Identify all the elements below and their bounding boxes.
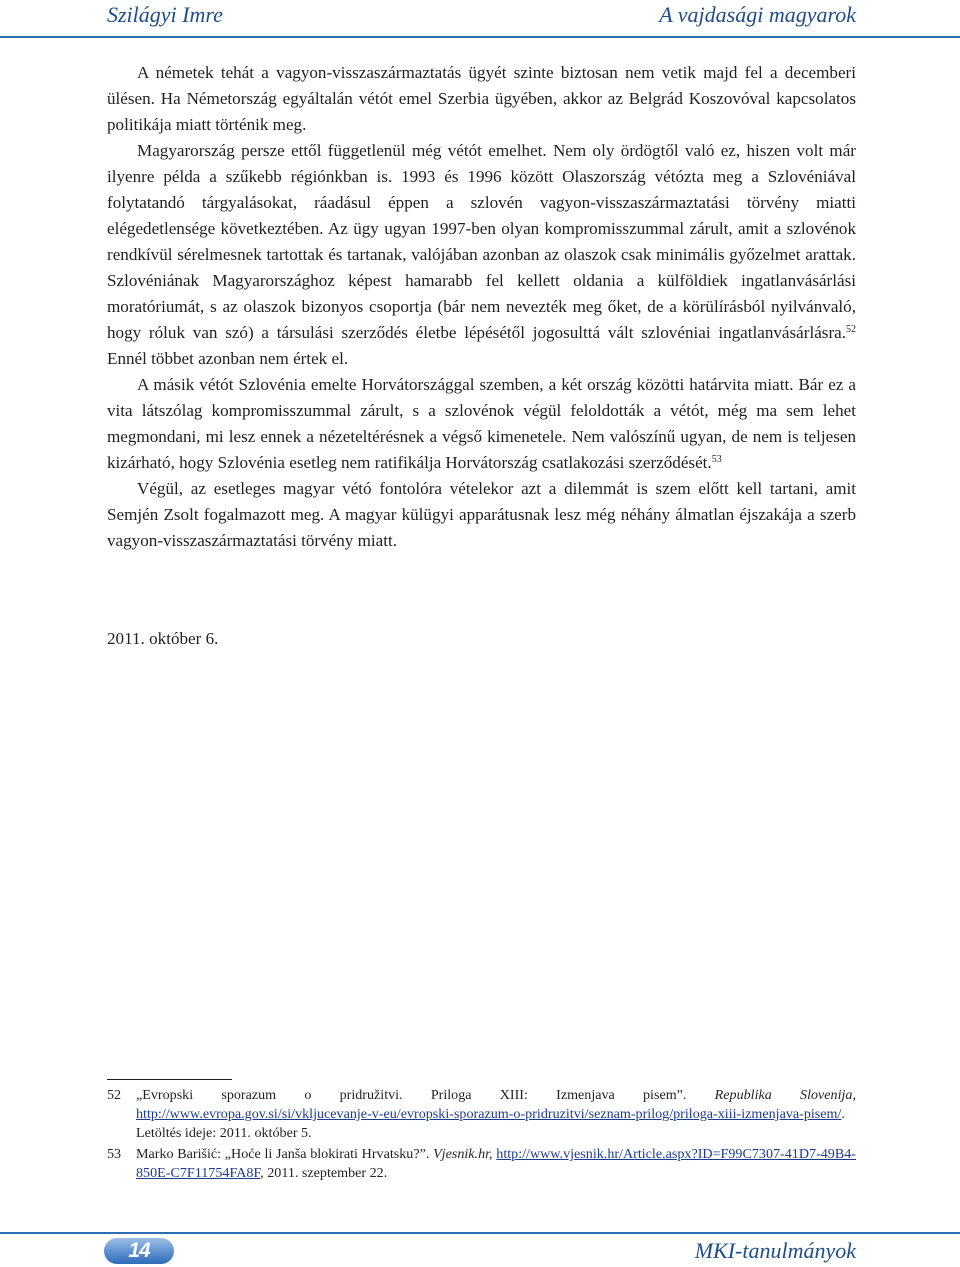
date-line: 2011. október 6. [107, 629, 219, 648]
footnote-number: 53 [107, 1146, 122, 1162]
paragraph-2-tail: Ennél többet azonban nem értek el. [107, 349, 349, 368]
footnotes [107, 1086, 856, 1185]
footnote-citation: „Evropski sporazum o pridružitvi. Priloga XIII: Izmenjava pisem”. [136, 1087, 715, 1103]
body-text [107, 60, 856, 554]
footnote-text [136, 1145, 856, 1183]
footnote-ref-53[interactable]: 53 [711, 454, 722, 465]
header-author: Szilágyi Imre [107, 2, 223, 27]
footnote-retrieval: . Letöltés ideje: 2011. október 5. [136, 1106, 845, 1141]
page-number: 14 [128, 1239, 150, 1262]
paragraph-3-text: A másik vétót Szlovénia emelte Horvátországgal szemben, a két ország közötti határvita miatt. Bár ez a vita látszólag kompromisszummal zárult, s a szlovénok végül feloldották a vétót, még ma sem lehet megmondani, mi lesz ennek a nézeteltérésnek a végső kimenetele. Nem valószínű ugyan, de nem is teljesen kizárható, hogy Szlovénia esetleg nem ratifikálja Horvátország csatlakozási szerződését. [107, 375, 856, 472]
footnote-citation: Marko Barišić: „Hoće li Janša blokirati Hrvatsku?”. [136, 1146, 434, 1162]
paragraph-1: A németek tehát a vagyon-visszaszármaztatás ügyét szinte biztosan nem vetik majd fel a decemberi ülésen. Ha Németország egyáltalán vétót emel Szerbia ügyében, akkor az Belgrád Koszovóval kapcsolatos politikája miatt történik meg. [107, 63, 856, 134]
paragraph-2-text: Magyarország persze ettől függetlenül még vétót emelhet. Nem oly ördögtől való ez, hiszen volt már ilyenre példa a szűkebb régiónkban is. 1993 és 1996 között Olaszország vétózta meg a Szlovéniával folytatandó tárgyalásokat, ráadásul éppen a szlovén vagyon-visszaszármaztatási törvény miatti elégedetlensége következtében. Az ügy ugyan 1997-ben olyan kompromisszummal zárult, amit a szlovénok rendkívül sérelmesnek tartottak és tartanak, valójában azonban az olaszok csak minimális győzelmet arattak. Szlovéniának Magyarországhoz képest hamarabb fel kellett oldania a külföldiek ingatlanvásárlási moratóriumát, s az olaszok bizonyos csoportja (bár nem nevezték meg őket, de a körülírásból nyilvánvaló, hogy róluk van szó) a társulási szerződés életbe lépésétől jogosulttá vált szlovéniai ingatlanvásárlásra. [107, 141, 856, 342]
footnote-text [136, 1086, 856, 1143]
footnote-source: Republika Slovenija, [714, 1087, 856, 1103]
footnote-52 [107, 1086, 856, 1143]
paragraph-2 [107, 138, 856, 372]
paragraph-4: Végül, az esetleges magyar vétó fontolóra vételekor azt a dilemmát is szem előtt kell tartani, amit Semjén Zsolt fogalmazott meg. A magyar külügyi apparátusnak lesz még néhány álmatlan éjszakája a szerb vagyon-visszaszármaztatási törvény miatt. [107, 479, 856, 550]
footnote-number: 52 [107, 1087, 122, 1103]
header-rule [0, 36, 960, 38]
publisher-name: MKI-tanulmányok [694, 1238, 856, 1263]
footer-rule [0, 1232, 960, 1234]
footnote-link[interactable]: http://www.evropa.gov.si/si/vkljucevanje-v-eu/evropski-sporazum-o-pridruzitvi/seznam-prilog/priloga-xiii-izmenjava-pisem/ [136, 1106, 842, 1122]
footnote-source: Vjesnik.hr, [433, 1146, 493, 1162]
running-header [107, 0, 856, 30]
footnote-ref-52[interactable]: 52 [846, 324, 856, 335]
footnote-53 [107, 1145, 856, 1183]
page-number-badge [104, 1238, 174, 1264]
footnote-rule [107, 1079, 232, 1080]
footnote-link[interactable]: http://www.vjesnik.hr/Article.aspx?ID=F99C7307-41D7-49B4-850E-C7F11754FA8F [136, 1146, 856, 1181]
header-title: A vajdasági magyarok [659, 2, 856, 27]
paragraph-3 [107, 372, 856, 476]
footnote-retrieval: , 2011. szeptember 22. [260, 1165, 388, 1181]
